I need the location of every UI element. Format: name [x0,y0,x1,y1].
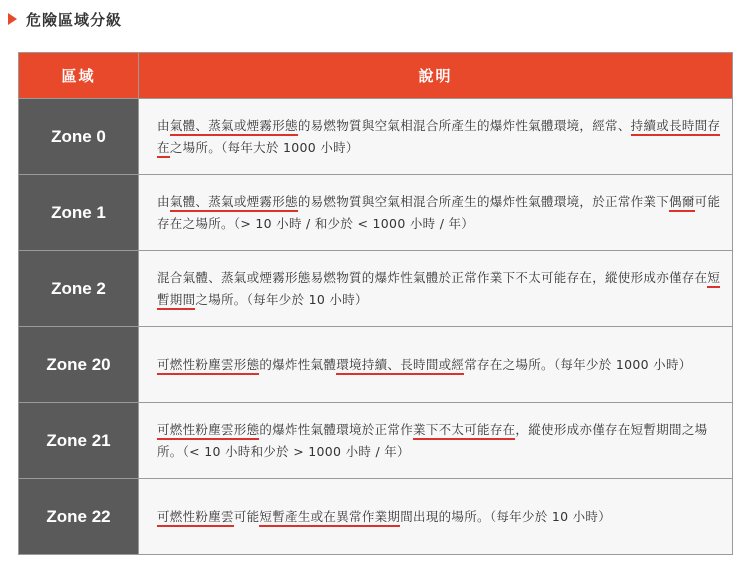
underlined-phrase: 偶爾 [669,194,695,212]
header-description: 說明 [139,53,733,99]
description-text: 之場所。（每年大於 1000 小時） [169,139,359,155]
underlined-phrase: 可燃性粉塵雲形態 [157,357,259,375]
description-text: 的易燃物質與空氣相混合所產生的爆炸性氣體環境，於正常作業下 [297,193,670,209]
description-text: 由 [157,117,170,133]
table-row [19,251,733,327]
underlined-phrase: 可燃性粉塵雲形態 [157,422,259,440]
underlined-phrase: 業下不太可能存在 [413,422,515,440]
underlined-phrase: 短暫期間 [157,270,720,310]
hazard-zone-table [18,52,733,555]
zone-description [139,99,733,175]
underlined-phrase: 可燃性粉塵雲 [157,509,234,527]
table-row [19,175,733,251]
underlined-phrase: 氣體、蒸氣或煙霧形態 [170,194,298,212]
description-text: 之場所。（每年少於 10 小時） [195,291,368,307]
section-heading [8,7,122,31]
underlined-phrase: 持續或長時間存在 [157,118,720,158]
description-text: 可能存在之場所。（> 10 小時 / 和少於 < 1000 小時 / 年） [157,193,721,231]
zone-label: Zone 0 [19,99,139,175]
table-row [19,403,733,479]
description-text: 混合氣體、蒸氣或煙霧形態易燃物質的爆炸性氣體於正常作業下不太可能存在，縱使形成亦僅存在 [157,269,708,285]
zone-label: Zone 2 [19,251,139,327]
zone-description [139,403,733,479]
description-text: 由 [157,193,170,209]
table-row [19,479,733,555]
zone-description [139,251,733,327]
description-text: 可能 [233,508,260,524]
description-text: 常存在之場所。（每年少於 1000 小時） [464,356,692,372]
description-text: 的爆炸性氣體環境於正常作 [259,421,414,437]
description-text: 的爆炸性氣體 [259,356,337,372]
table-header-row [19,53,733,99]
underlined-phrase: 短暫產生或在異常作業期 [259,509,400,527]
zone-description [139,327,733,403]
description-text: ，縱使形成亦僅存在短暫期間之場所。（< 10 小時和少於 > 1000 小時 / 年） [157,421,708,459]
table-row [19,327,733,403]
zone-description [139,175,733,251]
section-title: 危險區域分級 [26,10,123,29]
zone-label: Zone 22 [19,479,139,555]
description-text: 間出現的場所。（每年少於 10 小時） [400,508,612,524]
description-text: 的易燃物質與空氣相混合所產生的爆炸性氣體環境，經常、 [297,117,631,133]
triangle-bullet-icon [8,13,17,25]
underlined-phrase: 環境持續、長時間或經 [336,357,464,375]
zone-label: Zone 1 [19,175,139,251]
underlined-phrase: 氣體、蒸氣或煙霧形態 [170,118,298,136]
zone-description [139,479,733,555]
header-zone: 區域 [19,53,139,99]
table-row [19,99,733,175]
zone-label: Zone 20 [19,327,139,403]
zone-label: Zone 21 [19,403,139,479]
